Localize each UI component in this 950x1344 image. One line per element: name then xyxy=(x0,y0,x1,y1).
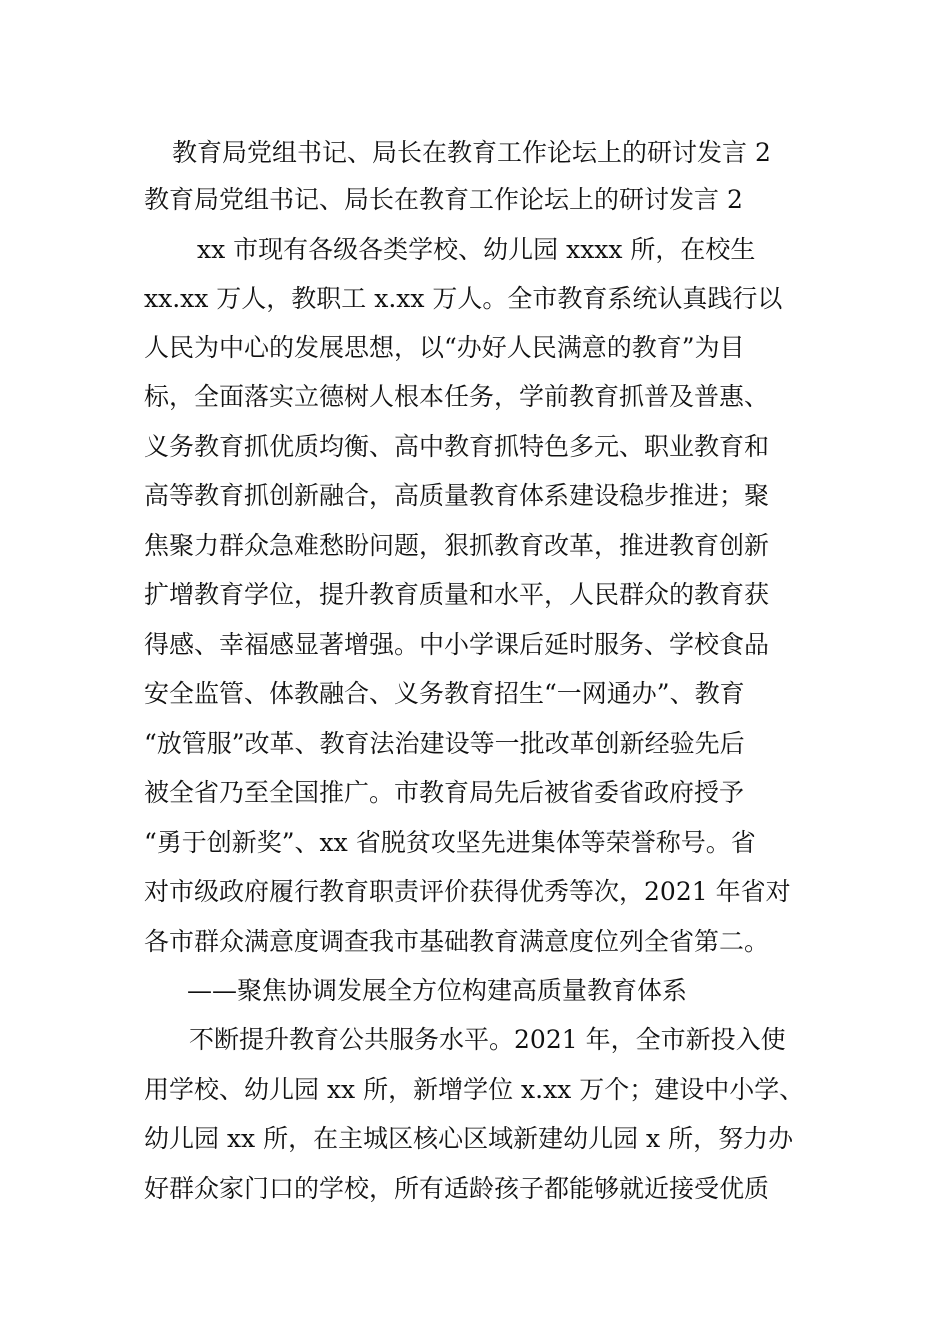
body-line-5: 义务教育抓优质均衡、高中教育抓特色多元、职业教育和 xyxy=(144,432,770,461)
body-line-1: xx 市现有各级各类学校、幼儿园 xxxx 所，在校生 xyxy=(197,235,756,264)
body-line-6: 高等教育抓创新融合，高质量教育体系建设稳步推进；聚 xyxy=(144,481,770,510)
body-line-3: 人民为中心的发展思想，以“办好人民满意的教育”为目 xyxy=(144,333,745,362)
document-title-line-2: 教育局党组书记、局长在教育工作论坛上的研讨发言 2 xyxy=(144,185,743,214)
document-title-line-1: 教育局党组书记、局长在教育工作论坛上的研讨发言 2 xyxy=(172,138,771,167)
body-line-18: 用学校、幼儿园 xx 所，新增学位 x.xx 万个；建设中小学、 xyxy=(144,1075,805,1104)
section-heading: ——聚焦协调发展全方位构建高质量教育体系 xyxy=(187,976,688,1005)
body-line-19: 幼儿园 xx 所，在主城区核心区域新建幼儿园 x 所，努力办 xyxy=(144,1124,794,1153)
body-line-4: 标，全面落实立德树人根本任务，学前教育抓普及普惠、 xyxy=(144,382,770,411)
body-line-14: 对市级政府履行教育职责评价获得优秀等次，2021 年省对 xyxy=(144,877,791,906)
body-line-20: 好群众家门口的学校，所有适龄孩子都能够就近接受优质 xyxy=(144,1174,770,1203)
body-line-10: 安全监管、体教融合、义务教育招生“一网通办”、教育 xyxy=(144,679,745,708)
body-line-7: 焦聚力群众急难愁盼问题，狠抓教育改革，推进教育创新 xyxy=(144,531,770,560)
body-line-15: 各市群众满意度调查我市基础教育满意度位列全省第二。 xyxy=(144,927,770,956)
body-line-8: 扩增教育学位，提升教育质量和水平，人民群众的教育获 xyxy=(144,580,770,609)
body-line-12: 被全省乃至全国推广。市教育局先后被省委省政府授予 xyxy=(144,778,745,807)
body-line-9: 得感、幸福感显著增强。中小学课后延时服务、学校食品 xyxy=(144,630,770,659)
body-line-13: “勇于创新奖”、xx 省脱贫攻坚先进集体等荣誉称号。省 xyxy=(144,828,756,857)
body-line-17: 不断提升教育公共服务水平。2021 年，全市新投入使 xyxy=(189,1025,786,1054)
body-line-2: xx.xx 万人，教职工 x.xx 万人。全市教育系统认真践行以 xyxy=(144,284,783,313)
body-line-11: “放管服”改革、教育法治建设等一批改革创新经验先后 xyxy=(144,729,745,758)
